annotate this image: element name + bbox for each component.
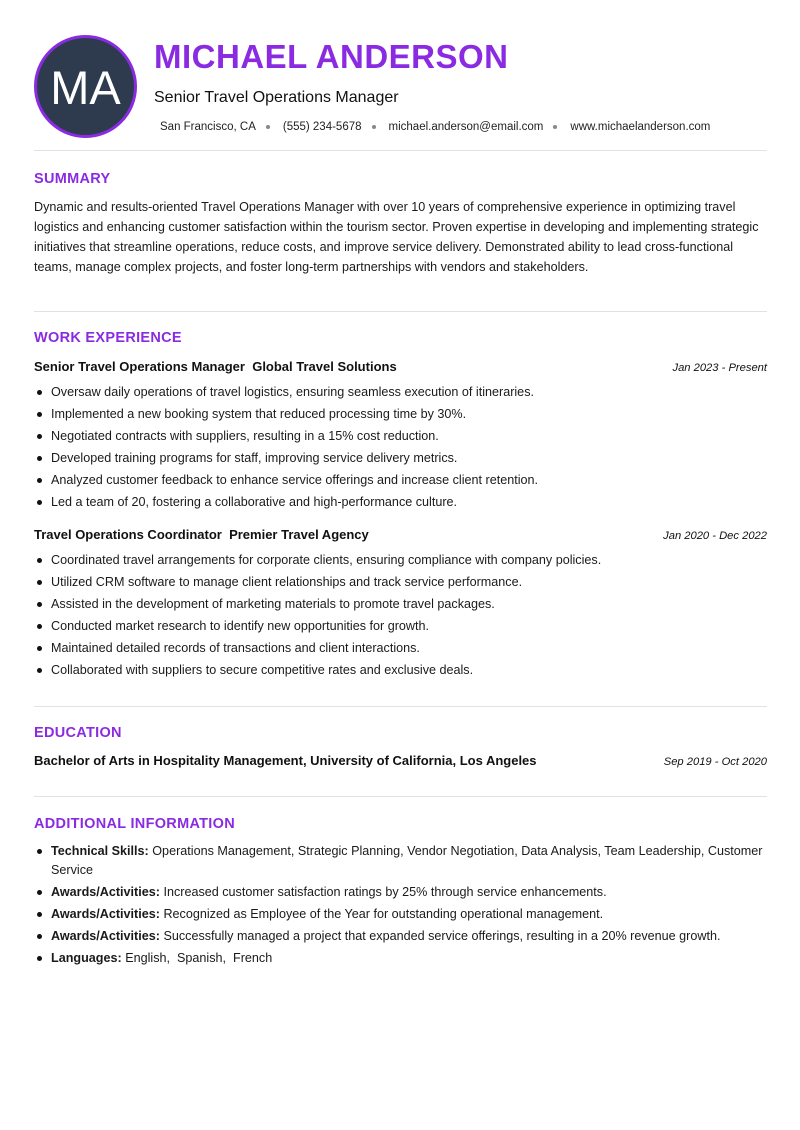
experience-heading: WORK EXPERIENCE <box>34 330 182 346</box>
avatar-initials: MA <box>50 61 121 114</box>
divider <box>34 706 767 707</box>
job-title: Senior Travel Operations Manager Global Travel Solutions <box>34 359 397 374</box>
separator-dot <box>553 125 557 129</box>
separator-dot <box>266 125 270 129</box>
list-item: Awards/Activities: Recognized as Employee of the Year for outstanding operational management. <box>34 905 767 924</box>
list-item: Assisted in the development of marketing materials to promote travel packages. <box>34 593 767 615</box>
list-item: Collaborated with suppliers to secure competitive rates and exclusive deals. <box>34 659 767 681</box>
list-item: Awards/Activities: Successfully managed a project that expanded service offerings, resulting in a 20% revenue growth. <box>34 927 767 946</box>
list-item: Coordinated travel arrangements for corporate clients, ensuring compliance with company policies. <box>34 549 767 571</box>
separator-dot <box>372 125 376 129</box>
divider <box>34 311 767 312</box>
job-bullets <box>34 549 767 681</box>
job-dates: Jan 2023 - Present <box>672 362 767 374</box>
list-item: Negotiated contracts with suppliers, resulting in a 15% cost reduction. <box>34 425 767 447</box>
education-heading: EDUCATION <box>34 725 122 741</box>
contact-location: San Francisco, CA <box>160 121 256 133</box>
job-header <box>34 527 767 542</box>
contact-bar <box>160 121 710 133</box>
additional-heading: ADDITIONAL INFORMATION <box>34 816 235 832</box>
list-item: Oversaw daily operations of travel logistics, ensuring seamless execution of itineraries. <box>34 381 767 403</box>
job-title: Travel Operations Coordinator Premier Travel Agency <box>34 527 369 542</box>
list-item: Languages: English, Spanish, French <box>34 949 767 968</box>
avatar <box>34 35 137 138</box>
candidate-title: Senior Travel Operations Manager <box>154 89 399 106</box>
list-item: Conducted market research to identify new opportunities for growth. <box>34 615 767 637</box>
list-item: Implemented a new booking system that reduced processing time by 30%. <box>34 403 767 425</box>
divider <box>34 796 767 797</box>
contact-phone: (555) 234-5678 <box>282 121 362 133</box>
list-item: Awards/Activities: Increased customer satisfaction ratings by 25% through service enhancements. <box>34 883 767 902</box>
contact-website[interactable]: www.michaelanderson.com <box>570 121 711 133</box>
candidate-name: MICHAEL ANDERSON <box>154 38 509 75</box>
summary-heading: SUMMARY <box>34 171 111 187</box>
education-degree: Bachelor of Arts in Hospitality Management, University of California, Los Angeles <box>34 753 537 768</box>
education-dates: Sep 2019 - Oct 2020 <box>663 756 767 768</box>
list-item: Led a team of 20, fostering a collaborative and high-performance culture. <box>34 491 767 513</box>
divider <box>34 150 767 151</box>
list-item: Analyzed customer feedback to enhance service offerings and increase client retention. <box>34 469 767 491</box>
list-item: Utilized CRM software to manage client relationships and track service performance. <box>34 571 767 593</box>
list-item: Maintained detailed records of transactions and client interactions. <box>34 637 767 659</box>
contact-email[interactable]: michael.anderson@email.com <box>388 121 544 133</box>
job-dates: Jan 2020 - Dec 2022 <box>663 530 767 542</box>
summary-text: Dynamic and results-oriented Travel Operations Manager with over 10 years of comprehensive experience in optimizing travel logistics and enhancing customer satisfaction within the tourism sector. Proven expertise in developing and implementing strategic initiatives that streamline operations, reduce costs, and improve service delivery. Demonstrated ability to lead cross-functional teams, manage complex projects, and foster long-term partnerships with vendors and stakeholders. <box>34 200 759 274</box>
education-entry <box>34 753 767 768</box>
job-header <box>34 359 767 374</box>
additional-list <box>34 842 767 971</box>
list-item: Developed training programs for staff, improving service delivery metrics. <box>34 447 767 469</box>
job-bullets <box>34 381 767 513</box>
list-item: Technical Skills: Operations Management, Strategic Planning, Vendor Negotiation, Data Analysis, Team Leadership, Customer Service <box>34 842 767 880</box>
